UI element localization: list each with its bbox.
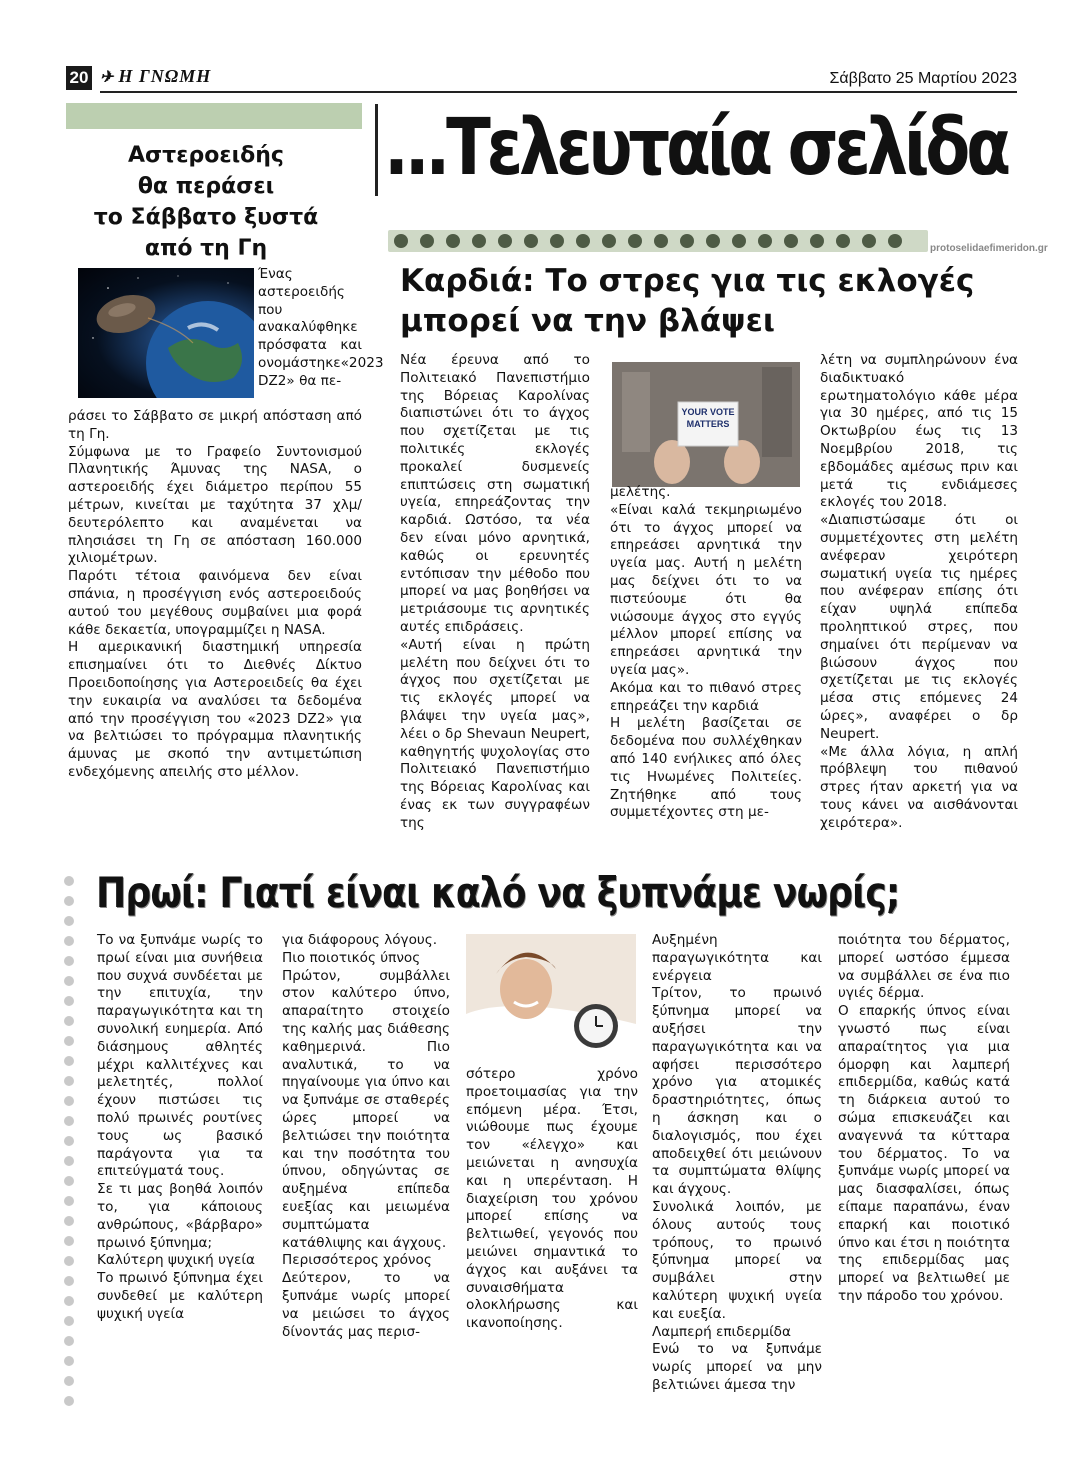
morning-column-4 — [652, 932, 822, 1395]
paragraph: σότερο χρόνο προετοιμασίας για την επόμενη μέρα. Έτσι, νιώθουμε πως έχουμε τον «έλεγχο» και μειώνεται η ανησυχία και η υπερένταση. Η διαχείριση του χρόνου μπορεί επίσης να βελτιωθεί, γεγονός που μειώνει σημαντικά το άγχος και αυξάνει τα συναισθήματα ολοκλήρωσης και ικανοποίησης. — [466, 1066, 638, 1332]
section-divider — [375, 104, 378, 196]
asteroid-headline — [76, 140, 336, 264]
headline-line: Αστεροειδής — [128, 143, 284, 168]
subheading: Πιο ποιοτικός ύπνος — [282, 949, 421, 966]
section-accent-bar — [66, 103, 362, 129]
header-rule — [100, 91, 1017, 93]
source-watermark: protoselidaefimeridon.gr — [930, 243, 1048, 254]
paragraph: Ο επαρκής ύπνος είναι γνωστό πως είναι απαραίτητος για μια όμορφη και λαμπερή επιδερμίδα, καθώς κατά τη διάρκεια αυτού το σώμα επισκευάζει και αναγεννά τα κύτταρα του δέρματος. Το να ξυπνάμε νωρίς μπορεί να μας διασφαλίσει, όπως είπαμε παραπάνω, έναν επαρκή και ποιοτικό ύπνο και έτσι η ποιότητα της επιδερμίδας μας μπορεί να βελτιωθεί με την πάροδο του χρόνου. — [838, 1003, 1010, 1304]
bird-icon: ✈ — [100, 69, 115, 86]
subheading: Λαμπερή επιδερμίδα — [652, 1323, 791, 1340]
paragraph: Το πρωινό ξύπνημα έχει συνδεθεί με καλύτερη ψυχική υγεία — [97, 1270, 263, 1322]
heart-column-1 — [400, 352, 590, 833]
paragraph: Σε τι μας βοηθά λοιπόν το, για κάποιους ανθρώπους, «βάρβαρο» πρωινό ξύπνημα; — [97, 1181, 263, 1251]
paragraph: «Διαπιστώσαμε ότι οι συμμετέχοντες στη μελέτη ανέφεραν χειρότερη σωματική υγεία τις ημέρες που ανέφεραν επίσης ότι είχαν υψηλά επίπεδα προληπτικού στρες, που σημαίνει ότι περίμεναν να βιώσουν άγχος που σχετίζεται με τις εκλογές μέσα στις επόμενες 24 ώρες», αναφέρει ο δρ Neupert. — [820, 512, 1018, 742]
morning-headline: Πρωί: Γιατί είναι καλό να ξυπνάμε νωρίς; — [96, 868, 900, 917]
dot-decoration — [388, 230, 928, 252]
paragraph: λέτη να συμπληρώνουν ένα διαδικτυακό ερωτηματολόγιο κάθε μέρα για 30 ημέρες, από τις 15 Οκτωβρίου έως τις 13 Νοεμβρίου 2018, τις εβδομάδες αμέσως πριν και μετά τις ενδιάμεσες εκλογές του 2018. — [820, 352, 1018, 511]
newspaper-logo — [100, 66, 211, 87]
morning-column-1 — [97, 932, 263, 1324]
paragraph: ποιότητα του δέρματος, μπορεί ωστόσο έμμεσα να συμβάλλει σε ένα πιο υγιές δέρμα. — [838, 932, 1010, 1002]
woman-alarm-clock-photo — [466, 934, 636, 1062]
paragraph: ράσει το Σάββατο σε μικρή απόσταση από τη Γη. — [68, 408, 362, 442]
paragraph: μελέτης. — [610, 484, 671, 500]
paragraph: Τρίτον, το πρωινό ξύπνημα μπορεί να αυξήσει την παραγωγικότητα και να αφήσει περισσότερο χρόνο για ατομικές δραστηριότητες, όπως η άσκηση και ο διαλογισμός, που έχει αποδειχθεί ότι μειώνουν τα συμπτώματα θλίψης και άγχους. — [652, 985, 822, 1198]
headline-line: το Σάββατο ξυστά — [93, 205, 319, 230]
subheading: Ακόμα και το πιθανό στρες επηρεάζει την καρδιά — [610, 679, 802, 714]
paragraph: «Είναι καλά τεκμηριωμένο ότι το άγχος μπορεί να επηρεάσει αρνητικά την υγεία μας. Αυτή η μελέτη μας δείχνει ότι το να πιστεύουμε ότι θα νιώσουμε άγχος στο εγγύς μέλλον μπορεί επίσης να επηρεάσει αρνητικά την υγεία μας». — [610, 501, 802, 678]
asteroid-photo — [78, 268, 254, 398]
heart-column-2 — [610, 484, 802, 822]
logo-text: Η ΓΝΩΜΗ — [118, 66, 212, 86]
paragraph: για διάφορους λόγους. — [282, 932, 438, 948]
paragraph: «Αυτή είναι η πρώτη μελέτη που δείχνει ότι το άγχος που σχετίζεται με τις εκλογές μπορεί να βλάψει την υγεία μας», λέει ο δρ Shevaun Neupert, καθηγητής ψυχολογίας στο Πολιτειακό Πανεπιστήμιο της Βόρειας Καρολίνας και ένας εκ των συγγραφέων της — [400, 636, 590, 831]
paragraph: Η μελέτη βασίζεται σε δεδομένα που συλλέχθηκαν από 140 ενήλικες από όλες τις Ηνωμένες Πολιτείες. Ζητήθηκε από τους συμμετέχοντες στη με- — [610, 715, 802, 821]
issue-date: Σάββατο 25 Μαρτίου 2023 — [829, 70, 1017, 87]
paragraph: Δεύτερον, το να ξυπνάμε νωρίς μπορεί να μειώσει το άγχος δίνοντάς μας περισ- — [282, 1270, 450, 1340]
paragraph: Το να ξυπνάμε νωρίς το πρωί είναι μια συνήθεια που συχνά συνδέεται με την επιτυχία, την παραγωγικότητα και τη συνολική ευημερία. Από διάσημους αθλητές μέχρι καλλιτέχνες και μελετητές, πολλοί έχουν πιστώσει τις πολύ πρωινές ρουτίνες τους ως βασικό παράγοντα για τα επιτεύγματά τους. — [97, 932, 263, 1180]
section-title: ...Τελευταία σελίδα — [384, 103, 1007, 193]
headline-line: από τη Γη — [144, 236, 268, 261]
paragraph: «Με άλλα λόγια, η απλή πρόβλεψη του πιθανού στρες ήταν αρκετή για να τους κάνει να αισθάνονται χειρότερα». — [820, 743, 1018, 831]
asteroid-body — [68, 408, 362, 782]
subheading: Καλύτερη ψυχική υγεία — [97, 1252, 255, 1269]
paragraph: Συνολικά λοιπόν, με όλους αυτούς τους τρόπους, το πρωινό ξύπνημα μπορεί να συμβάλει στην καλύτερη ψυχική υγεία και ευεξία. — [652, 1198, 822, 1322]
subheading: Περισσότερος χρόνος — [282, 1252, 432, 1269]
paragraph: Η αμερικανική διαστημική υπηρεσία επισημαίνει ότι το Διεθνές Δίκτυο Προειδοποίησης για Αστεροειδείς θα έχει την ευκαιρία να αναλύσει τα δεδομένα από την προσέγγιση του «2023 DZ2» για να βελτιώσει το πρόγραμμα πλανητικής άμυνας με σκοπό την αντιμετώπιση ενδεχόμενης απειλής στο μέλλον. — [68, 639, 362, 780]
paragraph: Σύμφωνα με το Γραφείο Συντονισμού Πλανητικής Άμυνας της NASA, ο αστεροειδής έχει διάμετρο περίπου 55 μέτρων, κινείται με ταχύτητα 37 χλμ/δευτερόλεπτο και αναμένεται να πλησιάσει τη Γη σε απόσταση 160.000 χιλιομέτρων. — [68, 443, 362, 567]
morning-column-5 — [838, 932, 1010, 1306]
morning-column-2 — [282, 932, 450, 1341]
paragraph: Ενώ το να ξυπνάμε νωρίς μπορεί να μην βελτιώνει άμεσα την — [652, 1341, 822, 1393]
heart-column-3 — [820, 352, 1018, 833]
morning-column-3 — [466, 1066, 638, 1333]
heart-headline: Καρδιά: Το στρες για τις εκλογές μπορεί να την βλάψει — [400, 263, 975, 339]
vote-sign-text: YOUR VOTE MATTERS — [681, 407, 735, 429]
paragraph: Νέα έρευνα από το Πολιτειακό Πανεπιστήμιο της Βόρειας Καρολίνας διαπιστώνει ότι το άγχος που σχετίζεται με τις πολιτικές εκλογές προκαλεί δυσμενείς επιπτώσεις στη σωματική υγεία, επηρεάζοντας την καρδιά. Ωστόσο, τα νέα δεν είναι μόνο αρνητικά, καθώς οι ερευνητές εντόπισαν την μέθοδο που μπορεί να μας βοηθήσει να μετριάσουμε τις αρνητικές αυτές επιδράσεις. — [400, 352, 590, 635]
paragraph: Πρώτον, συμβάλλει στον καλύτερο ύπνο, απαραίτητο στοιχείο της καλής μας διάθεσης καθημερινά. Πιο αναλυτικά, το να πηγαίνουμε για ύπνο και να ξυπνάμε σε σταθερές ώρες μπορεί να βελτιώσει την ποιότητα και την ποσότητα του ύπνου, οδηγώντας σε αυξημένα επίπεδα ευεξίας και μειωμένα συμπτώματα κατάθλιψης και άγχους. — [282, 967, 450, 1251]
paragraph: Παρότι τέτοια φαινόμενα δεν είναι σπάνια, η προσέγγιση ενός αστεροειδούς αυτού του μεγέθους συμβαίνει μια φορά κάθε δεκαετία, υπογραμμίζει η NASA. — [68, 568, 362, 638]
headline-line: θα περάσει — [137, 174, 275, 199]
subheading: Αυξημένη παραγωγικότητα και ενέργεια — [652, 932, 822, 984]
asteroid-intro: Ένας αστεροειδής που ανακαλύφθηκε πρόσφατα και ονομάστηκε«2023 DZ2» θα πε- — [258, 266, 384, 389]
vote-sign-photo — [612, 362, 800, 487]
page-number: 20 — [66, 66, 92, 90]
ring-binder-decoration — [64, 876, 74, 1406]
